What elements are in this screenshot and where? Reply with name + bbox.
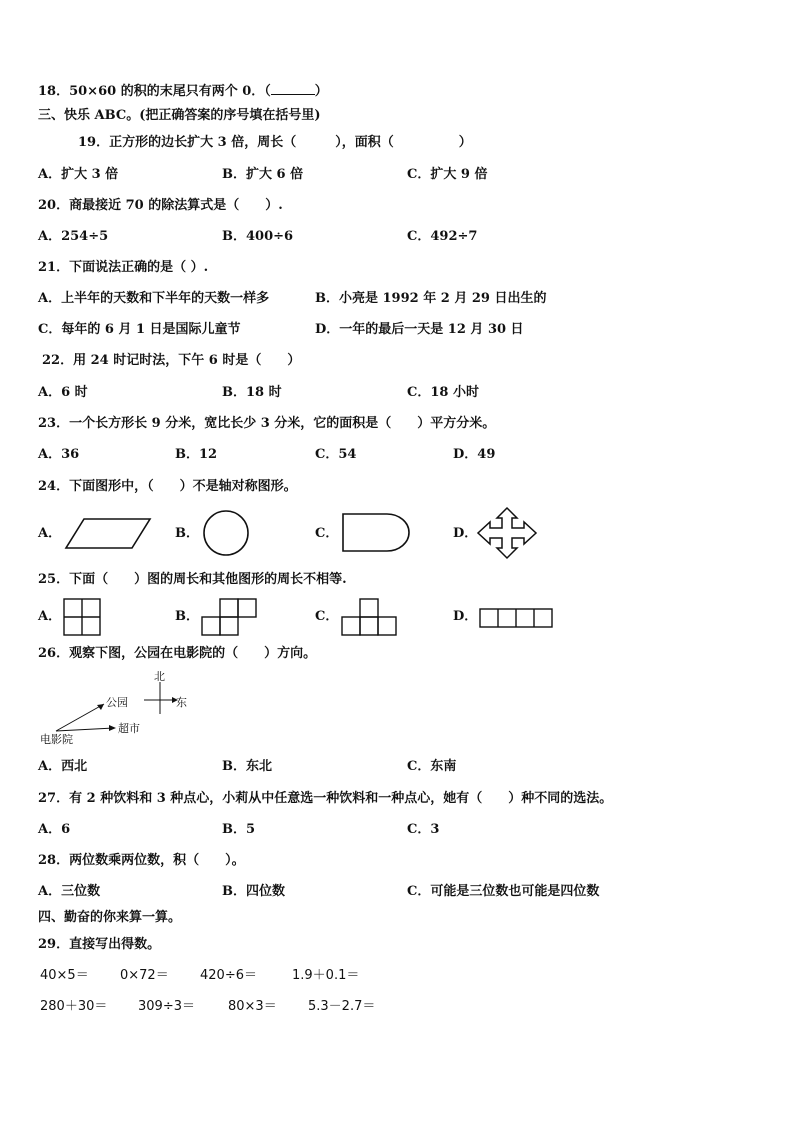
option[interactable]: C．扩大 9 倍 <box>407 167 488 182</box>
option[interactable]: D．一年的最后一天是 12 月 30 日 <box>315 322 524 337</box>
question-18-text: 18．50×60 的积的末尾只有两个 0．（ <box>38 84 271 99</box>
option[interactable]: A．扩大 3 倍 <box>38 167 119 182</box>
calc-item: 309÷3＝ <box>138 999 195 1014</box>
calc-item: 80×3＝ <box>228 999 277 1014</box>
option[interactable]: C．3 <box>407 822 440 837</box>
option[interactable]: A．西北 <box>38 759 88 774</box>
option[interactable]: A．254÷5 <box>38 229 109 244</box>
staircase-squares-shape <box>201 598 261 638</box>
question-24: 24．下面图形中，（ ）不是轴对称图形。 <box>38 479 297 494</box>
question-25: 25．下面（ ）图的周长和其他图形的周长不相等. <box>38 572 347 587</box>
option[interactable]: C．54 <box>315 447 357 462</box>
option[interactable]: B．四位数 <box>222 884 285 899</box>
cinema-label: 电影院 <box>40 733 73 746</box>
option[interactable]: B．12 <box>175 447 218 462</box>
option[interactable]: B． <box>175 609 199 624</box>
market-label: 超市 <box>118 722 140 735</box>
option[interactable]: D．49 <box>453 447 496 462</box>
question-22: 22．用 24 时记时法，下午 6 时是（ ） <box>42 353 301 368</box>
question-23: 23．一个长方形长 9 分米，宽比长少 3 分米，它的面积是（ ）平方分米。 <box>38 416 496 431</box>
question-26: 26．观察下图，公园在电影院的（ ）方向。 <box>38 646 317 661</box>
half-rounded-rectangle-shape <box>341 512 411 554</box>
question-18 <box>38 82 328 100</box>
t-tetromino-shape <box>341 598 401 638</box>
circle-shape <box>201 510 251 556</box>
question-20: 20．商最接近 70 的除法算式是（ ）. <box>38 198 283 213</box>
cross-arrow-shape <box>474 506 540 560</box>
calc-item: 420÷6＝ <box>200 968 257 983</box>
option[interactable]: B．400÷6 <box>222 229 294 244</box>
question-29: 29．直接写出得数。 <box>38 937 161 952</box>
option[interactable]: A．上半年的天数和下半年的天数一样多 <box>38 291 270 306</box>
calc-item: 40×5＝ <box>40 968 89 983</box>
east-label: 东 <box>176 696 187 709</box>
option[interactable]: A．三位数 <box>38 884 101 899</box>
north-label: 北 <box>154 670 165 683</box>
option[interactable]: C．每年的 6 月 1 日是国际儿童节 <box>38 322 241 337</box>
option[interactable]: C． <box>315 526 339 541</box>
option[interactable]: A．6 时 <box>38 385 88 400</box>
option[interactable]: C．18 小时 <box>407 385 479 400</box>
answer-blank[interactable] <box>271 82 315 95</box>
option[interactable]: A．6 <box>38 822 71 837</box>
square-2x2-grid-shape <box>63 598 103 638</box>
question-19: 19．正方形的边长扩大 3 倍，周长（ ），面积（ ） <box>78 135 472 150</box>
option[interactable]: B．18 时 <box>222 385 282 400</box>
four-squares-row-shape <box>479 608 555 630</box>
option[interactable]: C．492÷7 <box>407 229 478 244</box>
section-4-heading: 四、勤奋的你来算一算。 <box>38 910 182 925</box>
option[interactable]: B．5 <box>222 822 256 837</box>
calc-item: 0×72＝ <box>120 968 169 983</box>
option[interactable]: A．36 <box>38 447 80 462</box>
question-28: 28．两位数乘两位数，积（ ）。 <box>38 853 245 868</box>
option[interactable]: B．扩大 6 倍 <box>222 167 304 182</box>
option[interactable]: B． <box>175 526 199 541</box>
calc-item: 280＋30＝ <box>40 999 108 1014</box>
option[interactable]: A． <box>38 526 62 541</box>
question-18-tail: ） <box>314 84 328 99</box>
calc-item: 1.9＋0.1＝ <box>292 968 360 983</box>
option[interactable]: A． <box>38 609 62 624</box>
option[interactable]: C． <box>315 609 339 624</box>
direction-map <box>38 668 208 748</box>
option[interactable]: B．东北 <box>222 759 272 774</box>
option[interactable]: D． <box>453 609 478 624</box>
question-27: 27．有 2 种饮料和 3 种点心，小莉从中任意选一种饮料和一种点心，她有（ ）种不同的选法。 <box>38 791 613 806</box>
option[interactable]: C．东南 <box>407 759 457 774</box>
option[interactable]: C．可能是三位数也可能是四位数 <box>407 884 600 899</box>
parallelogram-shape <box>64 517 154 551</box>
option[interactable]: B．小亮是 1992 年 2 月 29 日出生的 <box>315 291 547 306</box>
question-21: 21．下面说法正确的是（ ）. <box>38 260 209 275</box>
section-3-heading: 三、快乐 ABC。(把正确答案的序号填在括号里) <box>38 108 321 123</box>
park-label: 公园 <box>106 696 128 709</box>
option[interactable]: D． <box>453 526 478 541</box>
calc-item: 5.3－2.7＝ <box>308 999 376 1014</box>
